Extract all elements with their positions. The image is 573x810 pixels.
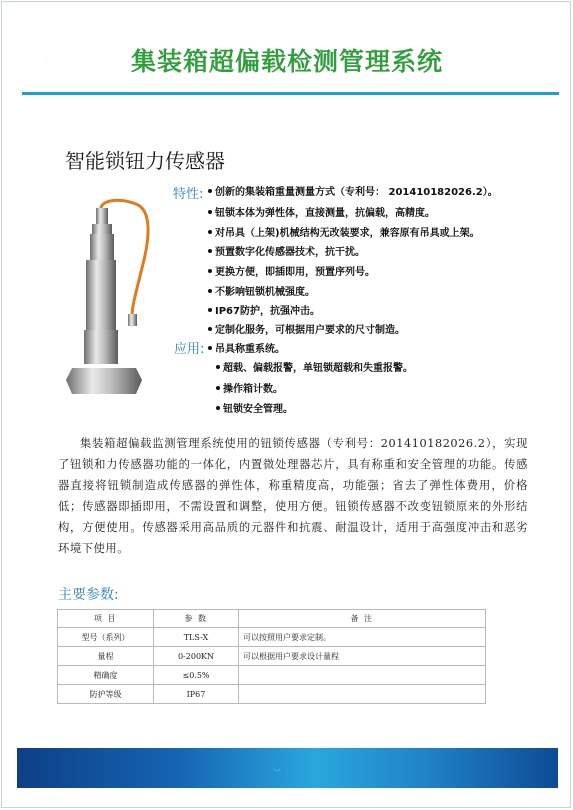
table-header-row <box>58 610 486 628</box>
column-header: 备 注 <box>239 610 486 628</box>
table-row <box>58 666 486 685</box>
table-cell: 可以按照用户要求定制。 <box>239 628 486 647</box>
list-item: 超载、偏载报警，单钮锁超载和失重报警。 <box>216 359 413 374</box>
bullet-icon <box>208 346 212 350</box>
table-cell <box>239 685 486 704</box>
table-cell: ≤0.5% <box>154 666 239 685</box>
table-cell <box>239 666 486 685</box>
list-item: 创新的集装箱重量测量方式（专利号： 201410182026.2）。 <box>208 183 498 198</box>
table-cell: 精确度 <box>58 666 154 685</box>
product-name: 智能锁钮力传感器 <box>65 149 225 173</box>
bullet-icon <box>216 406 220 410</box>
bullet-icon <box>208 210 212 214</box>
params-title: 主要参数: <box>58 587 119 603</box>
bullet-icon <box>208 269 212 273</box>
list-item: 更换方便，即插即用，预置序列号。 <box>208 263 375 278</box>
table-cell: IP67 <box>154 685 239 704</box>
description-paragraph: 集装箱超偏载监测管理系统使用的钮锁传感器（专利号：201410182026.2），实现了钮锁和力传感器功能的一体化，内置微处理器芯片，具有称重和安全管理的功能。传感器直接将钮锁制造成传感器的弹性体，称重精度高，功能强；省去了弹性体费用，价格低；传感器即插即用，不需设置和调整，使用方便。钮锁传感器不改变钮锁原来的外形结构，方便使用。传感器采用高品质的元器件和抗震、耐温设计，适用于高强度冲击和恶劣环境下使用。 <box>58 437 528 556</box>
list-item: 钮锁本体为弹性体，直接测量，抗偏载，高精度。 <box>208 204 435 219</box>
list-item: 钮锁安全管理。 <box>216 400 293 415</box>
bullet-icon <box>208 289 212 293</box>
watermark-decoration: · <box>44 58 48 69</box>
table-cell: 可以根据用户要求设计量程 <box>239 647 486 666</box>
page-title: 集装箱超偏载检测管理系统 <box>130 47 443 76</box>
table-cell: 防护等级 <box>58 685 154 704</box>
applications-label: 应用: <box>174 342 205 357</box>
list-item: 对吊具（上架)机械结构无改装要求，兼容原有吊具或上架。 <box>208 224 480 239</box>
bullet-icon <box>208 308 212 312</box>
list-item: 操作箱计数。 <box>216 380 283 395</box>
table-cell: 量程 <box>58 647 154 666</box>
title-divider <box>22 92 559 95</box>
list-item: 吊具称重系统。 <box>208 340 285 355</box>
footer-band <box>17 748 558 788</box>
sensor-image <box>66 198 162 402</box>
bullet-icon <box>208 189 212 193</box>
bullet-icon <box>208 327 212 331</box>
column-header: 项 目 <box>58 610 154 628</box>
table-cell: 0-200KN <box>154 647 239 666</box>
list-item: 预置数字化传感器技术，抗干扰。 <box>208 243 365 258</box>
table-cell: TLS-X <box>154 628 239 647</box>
bullet-icon <box>208 230 212 234</box>
table-row <box>58 685 486 704</box>
footer-decoration: ◡ <box>273 763 281 773</box>
bullet-icon <box>208 249 212 253</box>
params-table <box>57 609 486 704</box>
table-cell: 型号（系列） <box>58 628 154 647</box>
brochure-page <box>1 1 571 808</box>
features-label: 特性: <box>173 187 204 202</box>
list-item: 定制化服务，可根据用户要求的尺寸制造。 <box>208 321 405 336</box>
table-row <box>58 647 486 666</box>
bullet-icon <box>216 365 220 369</box>
column-header: 参 数 <box>154 610 239 628</box>
list-item: 不影响钮锁机械强度。 <box>208 283 315 298</box>
table-row <box>58 628 486 647</box>
bullet-icon <box>216 386 220 390</box>
list-item: IP67防护，抗强冲击。 <box>208 302 320 317</box>
